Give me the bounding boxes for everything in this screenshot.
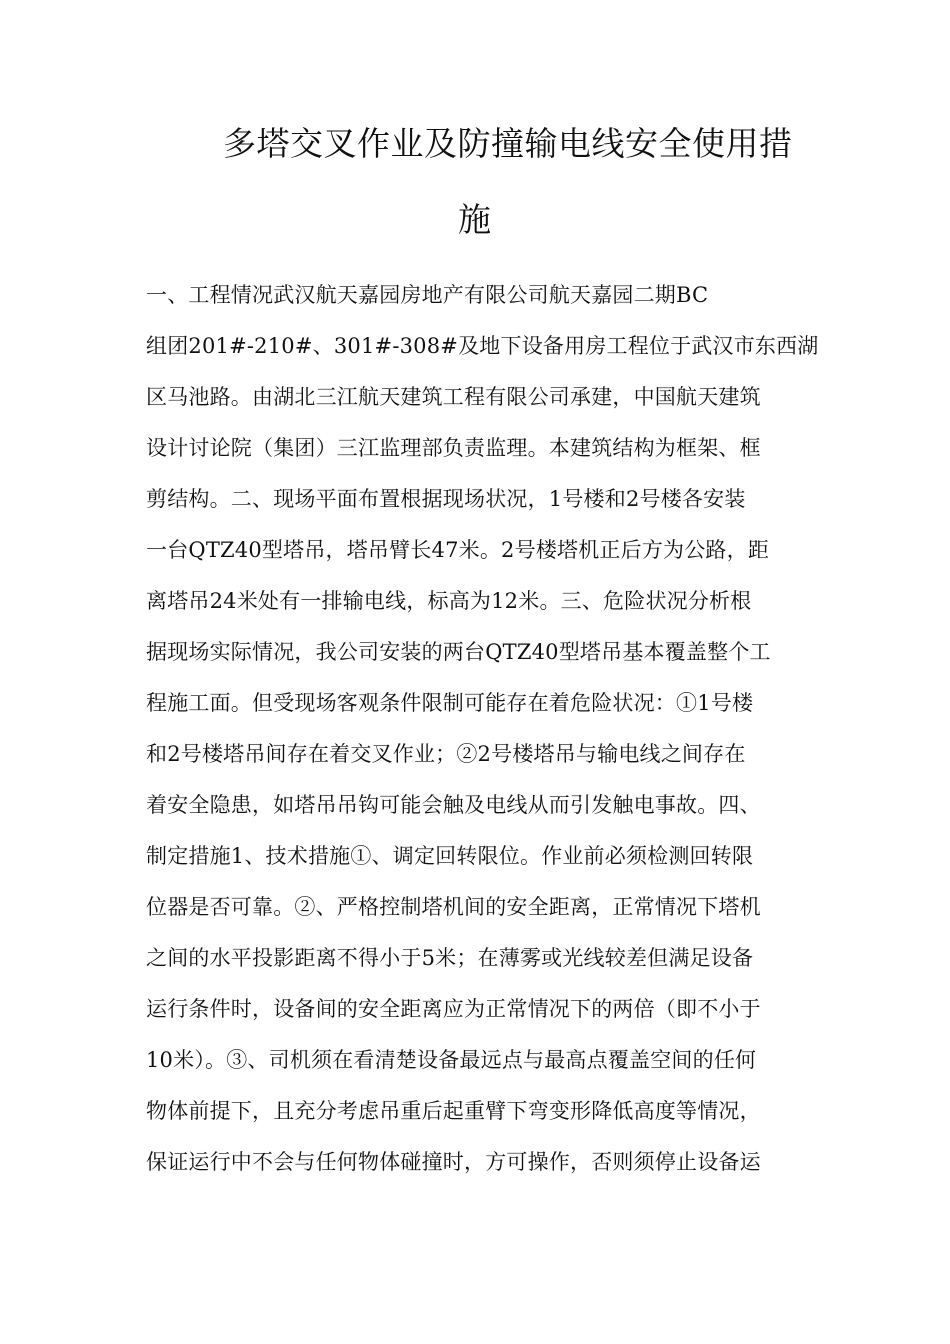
body-line-11: 着安全隐患，如塔吊吊钩可能会触及电线从而引发触电事故。四、 [146,793,761,817]
body-line-18: 保证运行中不会与任何物体碰撞时，方可操作，否则须停止设备运 [146,1150,761,1174]
body-line-15: 运行条件时，设备间的安全距离应为正常情况下的两倍（即不小于 [146,997,761,1021]
body-line-17: 物体前提下，且充分考虑吊重后起重臂下弯变形降低高度等情况， [146,1099,761,1123]
body-line-5: 剪结构。二、现场平面布置根据现场状况，1号楼和2号楼各安装 [146,487,746,511]
body-line-4: 设计讨论院（集团）三江监理部负责监理。本建筑结构为框架、框 [146,436,761,460]
body-line-6: 一台QTZ40型塔吊，塔吊臂长47米。2号楼塔机正后方为公路，距 [146,538,770,562]
body-line-12: 制定措施1、技术措施①、调定回转限位。作业前必须检测回转限 [146,844,754,868]
body-line-16: 10米）。③、司机须在看清楚设备最远点与最高点覆盖空间的任何 [146,1048,757,1072]
body-line-3: 区马池路。由湖北三江航天建筑工程有限公司承建，中国航天建筑 [146,385,761,409]
document-title-line-1: 多塔交叉作业及防撞输电线安全使用措 [223,124,793,163]
body-line-8: 据现场实际情况，我公司安装的两台QTZ40型塔吊基本覆盖整个工 [146,640,771,664]
body-line-1: 一、工程情况武汉航天嘉园房地产有限公司航天嘉园二期BC [146,283,709,307]
body-line-13: 位器是否可靠。②、严格控制塔机间的安全距离，正常情况下塔机 [146,895,761,919]
body-line-7: 离塔吊24米处有一排输电线，标高为12米。三、危险状况分析根 [146,589,752,613]
body-line-10: 和2号楼塔吊间存在着交叉作业；②2号楼塔吊与输电线之间存在 [146,742,746,766]
body-line-14: 之间的水平投影距离不得小于5米；在薄雾或光线较差但满足设备 [146,946,754,970]
document-title-line-2: 施 [458,200,492,239]
body-line-2: 组团201#-210#、301#-308#及地下设备用房工程位于武汉市东西湖 [146,334,819,358]
body-line-9: 程施工面。但受现场客观条件限制可能存在着危险状况：①1号楼 [146,691,754,715]
